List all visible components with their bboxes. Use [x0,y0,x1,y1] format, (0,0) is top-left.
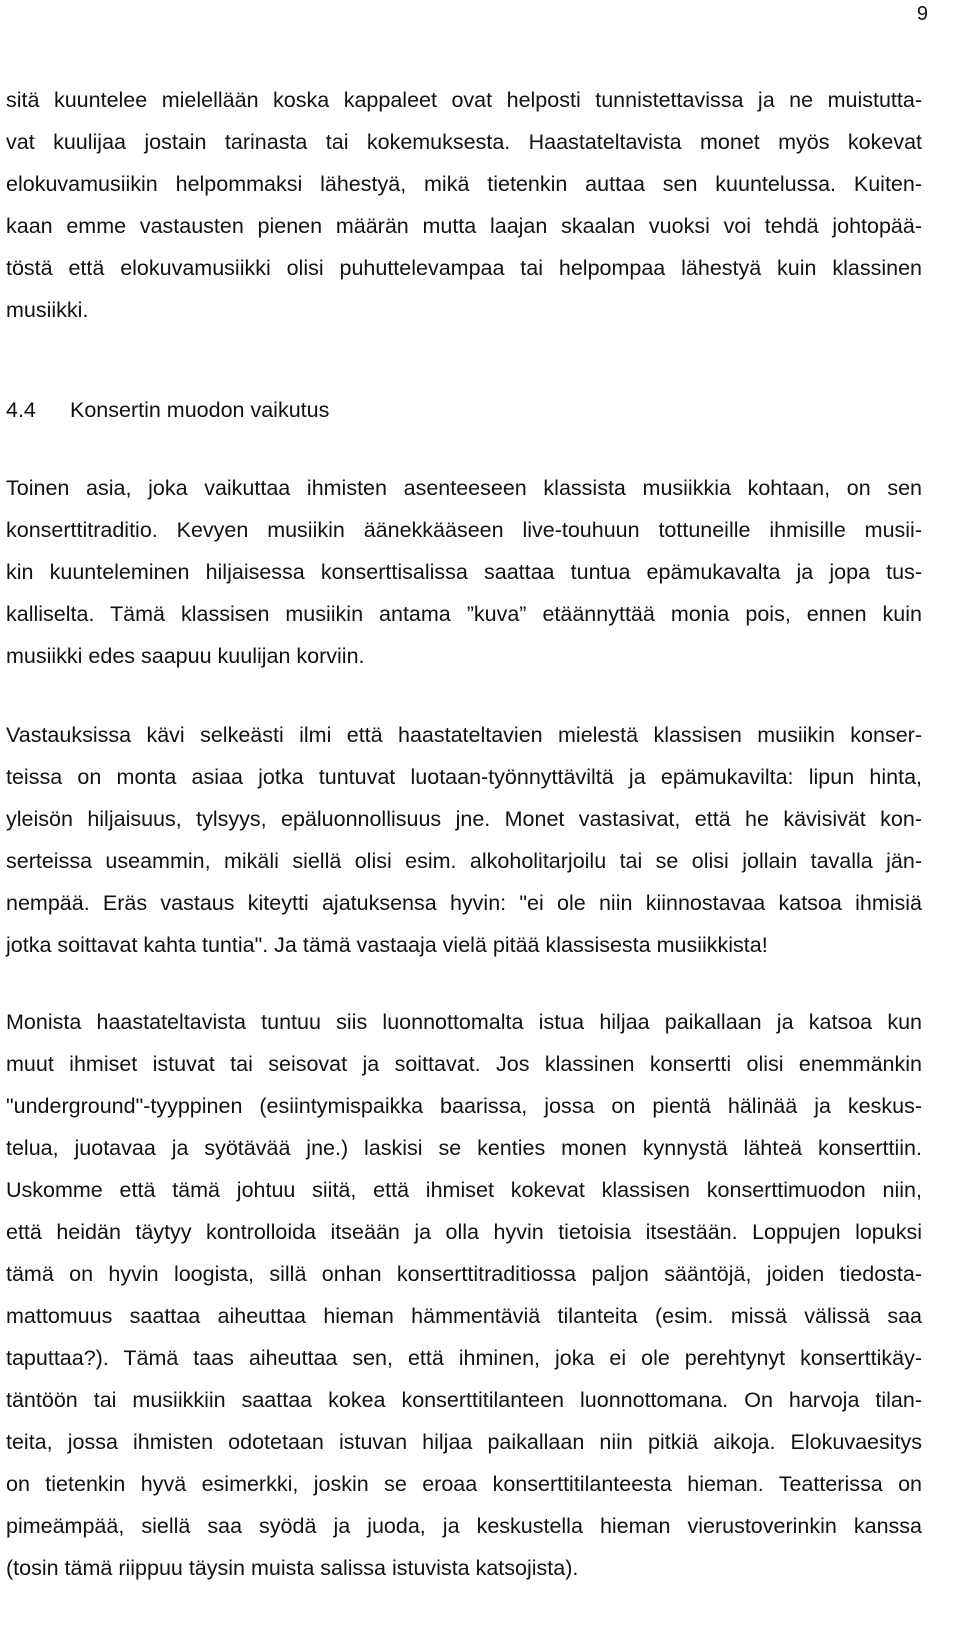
text-line: jotka soittavat kahta tuntia". Ja tämä vastaaja vielä pitää klassisesta musiikkista! [6,933,768,957]
text-line: sitä kuuntelee mielellään koska kappaleet ovat helposti tunnistettavissa ja ne muistutta- [6,88,922,112]
text-line: serteissa useammin, mikäli siellä olisi esim. alkoholitarjoilu tai se olisi jollain tavalla jän- [6,849,922,873]
text-line: elokuvamusiikin helpommaksi lähestyä, mikä tietenkin auttaa sen kuuntelussa. Kuiten- [6,172,922,196]
text-line: (tosin tämä riippuu täysin muista salissa istuvista katsojista). [6,1556,579,1580]
text-line: pimeämpää, siellä saa syödä ja juoda, ja keskustella hieman vierustoverinkin kanssa [6,1514,922,1538]
paragraph-1 [6,79,922,331]
text-line: tämä on hyvin loogista, sillä onhan konserttitraditiossa paljon sääntöjä, joiden tiedosta- [6,1262,922,1286]
text-line: täntöön tai musiikkiin saattaa kokea konserttitilanteen luonnottomana. On harvoja tilan- [6,1388,922,1412]
text-line: vat kuulijaa jostain tarinasta tai kokemuksesta. Haastateltavista monet myös kokevat [6,130,922,154]
text-line: Uskomme että tämä johtuu siitä, että ihmiset kokevat klassisen konserttimuodon niin, [6,1178,922,1202]
text-line: muut ihmiset istuvat tai seisovat ja soittavat. Jos klassinen konsertti olisi enemmänkin [6,1052,922,1076]
text-line: töstä että elokuvamusiikki olisi puhuttelevampaa tai helpompaa lähestyä kuin klassinen [6,256,922,280]
text-line: telua, juotavaa ja syötävää jne.) laskisi se kenties monen kynnystä lähteä konserttiin. [6,1136,922,1160]
text-line: yleisön hiljaisuus, tylsyys, epäluonnollisuus jne. Monet vastasivat, että he kävisivät kon- [6,807,922,831]
text-line: Toinen asia, joka vaikuttaa ihmisten asenteeseen klassista musiikkia kohtaan, on sen [6,476,922,500]
text-line: teita, jossa ihmisten odotetaan istuvan hiljaa paikallaan niin pitkiä aikoja. Elokuvaesitys [6,1430,922,1454]
text-line: kin kuunteleminen hiljaisessa konserttisalissa saattaa tuntua epämukavalta ja jopa tus- [6,560,922,584]
text-line: "underground"-tyyppinen (esiintymispaikka baarissa, jossa on pientä hälinää ja keskus- [6,1094,922,1118]
text-line: Monista haastateltavista tuntuu siis luonnottomalta istua hiljaa paikallaan ja katsoa kun [6,1010,922,1034]
text-line: musiikki. [6,298,89,322]
text-line: teissa on monta asiaa jotka tuntuvat luotaan-työnnyttäviltä ja epämukavilta: lipun hinta, [6,765,922,789]
section-number: 4.4 [6,398,36,422]
section-heading [6,389,329,431]
text-line: musiikki edes saapuu kuulijan korviin. [6,644,365,668]
text-line: nempää. Eräs vastaus kiteytti ajatuksensa hyvin: "ei ole niin kiinnostavaa katsoa ihmisiä [6,891,922,915]
paragraph-3 [6,714,922,966]
text-line: että heidän täytyy kontrolloida itseään ja olla hyvin tietoisia itsestään. Loppujen lopuksi [6,1220,922,1244]
paragraph-4 [6,1001,922,1589]
text-line: on tietenkin hyvä esimerkki, joskin se eroaa konserttitilanteesta hieman. Teatterissa on [6,1472,922,1496]
text-line: Vastauksissa kävi selkeästi ilmi että haastateltavien mielestä klassisen musiikin konser- [6,723,922,747]
text-line: kalliselta. Tämä klassisen musiikin antama ”kuva” etäännyttää monia pois, ennen kuin [6,602,922,626]
text-line: mattomuus saattaa aiheuttaa hieman hämmentäviä tilanteita (esim. missä välissä saa [6,1304,922,1328]
paragraph-2 [6,467,922,677]
text-line: konserttitraditio. Kevyen musiikin äänekkääseen live-touhuun tottuneille ihmisille musii- [6,518,922,542]
page-number: 9 [916,3,928,25]
text-line: kaan emme vastausten pienen määrän mutta laajan skaalan vuoksi voi tehdä johtopää- [6,214,922,238]
text-line: taputtaa?). Tämä taas aiheuttaa sen, että ihminen, joka ei ole perehtynyt konserttikäy- [6,1346,922,1370]
section-title: Konsertin muodon vaikutus [70,398,330,422]
